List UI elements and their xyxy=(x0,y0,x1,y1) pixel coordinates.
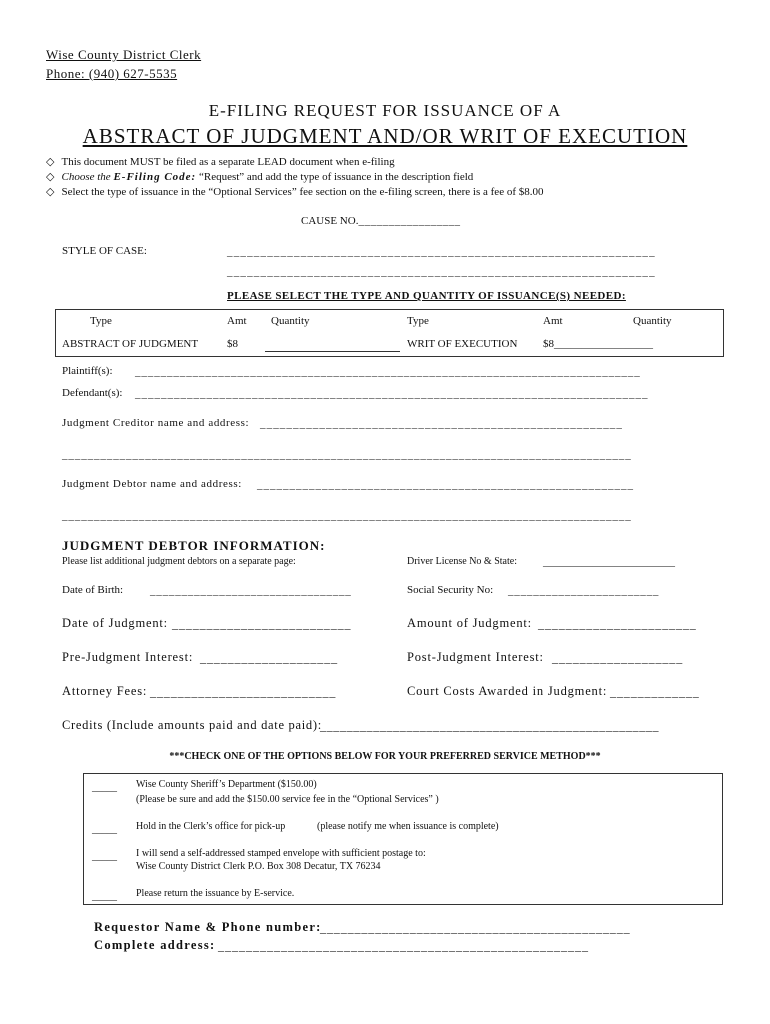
diamond-bullet-icon: ◇ xyxy=(46,156,55,168)
complete-address-label: Complete address: xyxy=(94,938,216,952)
pre-judgment-interest-field[interactable]: ____________________ xyxy=(200,651,338,665)
writ-quantity-field[interactable]: __________________ xyxy=(554,338,653,350)
amount-of-judgment-label: Amount of Judgment: xyxy=(407,616,532,630)
abstract-of-judgment-type: ABSTRACT OF JUDGMENT xyxy=(62,338,199,350)
plaintiff-label: Plaintiff(s): xyxy=(62,365,113,377)
mail-check-field[interactable]: _____ xyxy=(92,851,117,862)
court-costs-label: Court Costs Awarded in Judgment: xyxy=(407,684,608,698)
plaintiff-field[interactable]: _______________________________________________________________________________ xyxy=(135,366,641,378)
sheriff-check-field[interactable]: _____ xyxy=(92,782,117,793)
mail-option-address: Wise County District Clerk P.O. Box 308 Decatur, TX 76234 xyxy=(136,861,381,872)
debtor-field-1[interactable]: __________________________________________________________ xyxy=(257,479,634,491)
defendant-field[interactable]: _______________________________________________________________________________ xyxy=(135,388,649,400)
driver-license-field[interactable]: ________________________ xyxy=(543,556,675,568)
date-of-judgment-label: Date of Judgment: xyxy=(62,616,168,630)
attorney-fees-label: Attorney Fees: xyxy=(62,684,148,698)
col-amt-left: Amt xyxy=(227,315,247,327)
issuance-heading: PLEASE SELECT THE TYPE AND QUANTITY OF ISSUANCE(S) NEEDED: xyxy=(227,290,626,302)
bullet-2 xyxy=(46,170,473,183)
writ-amt-value: $8 xyxy=(543,338,554,350)
title-line-1: E-FILING REQUEST FOR ISSUANCE OF A xyxy=(208,101,562,120)
eservice-check-field[interactable]: _____ xyxy=(92,891,117,902)
office-phone: Phone: (940) 627-5535 xyxy=(46,66,178,81)
ssn-label: Social Security No: xyxy=(407,584,494,596)
style-of-case-field-2[interactable]: ________________________________________________________________ xyxy=(227,266,656,278)
bullet-3 xyxy=(46,185,544,198)
defendant-label: Defendant(s): xyxy=(62,387,123,399)
pickup-check-field[interactable]: _____ xyxy=(92,824,117,835)
cause-no-field[interactable]: _________________ xyxy=(358,215,461,227)
eservice-option-text: Please return the issuance by E-service. xyxy=(136,888,295,899)
office-name: Wise County District Clerk xyxy=(46,47,202,62)
dob-label: Date of Birth: xyxy=(62,584,124,596)
sheriff-option-note: (Please be sure and add the $150.00 service fee in the “Optional Services” ) xyxy=(136,794,439,805)
sheriff-option-text: Wise County Sheriff’s Department ($150.00) xyxy=(136,779,317,790)
title-line-2: ABSTRACT OF JUDGMENT AND/OR WRIT OF EXECUTION xyxy=(82,124,688,148)
bullet-2-prefix: Choose the xyxy=(61,171,114,183)
cause-no xyxy=(301,215,460,227)
bullet-3-text: Select the type of issuance in the “Optional Services” fee section on the e-filing screen, there is a fee of $8.00 xyxy=(61,186,544,198)
court-costs-field[interactable]: _____________ xyxy=(610,685,700,699)
debtor-info-note: Please list additional judgment debtors on a separate page: xyxy=(62,556,296,567)
date-of-judgment-field[interactable]: __________________________ xyxy=(172,617,352,631)
diamond-bullet-icon: ◇ xyxy=(46,186,55,198)
bullet-1 xyxy=(46,155,395,168)
col-amt-right: Amt xyxy=(543,315,563,327)
attorney-fees-field[interactable]: ___________________________ xyxy=(150,685,337,699)
col-type-right: Type xyxy=(407,315,429,327)
debtor-field-2[interactable]: _________________________________________________________________________________________ xyxy=(62,510,632,522)
cause-no-label: CAUSE NO. xyxy=(301,215,359,227)
col-type-left: Type xyxy=(90,315,112,327)
dob-field[interactable]: ________________________________ xyxy=(150,585,352,597)
writ-of-execution-type: WRIT OF EXECUTION xyxy=(407,338,518,350)
post-judgment-interest-label: Post-Judgment Interest: xyxy=(407,650,544,664)
service-options-box xyxy=(83,773,723,905)
mail-option-text: I will send a self-addressed stamped envelope with sufficient postage to: xyxy=(136,848,426,859)
requestor-name-field[interactable]: _____________________________________________ xyxy=(320,921,631,935)
col-qty-right: Quantity xyxy=(633,315,672,327)
ssn-field[interactable]: ________________________ xyxy=(508,585,660,597)
credits-label: Credits (Include amounts paid and date paid): xyxy=(62,718,322,732)
creditor-field-1[interactable]: _______________________________________________________ xyxy=(260,418,623,430)
amount-of-judgment-field[interactable]: _______________________ xyxy=(538,617,697,631)
pre-judgment-interest-label: Pre-Judgment Interest: xyxy=(62,650,194,664)
creditor-field-2[interactable]: _________________________________________________________________________________________ xyxy=(62,449,632,461)
credits-field[interactable]: ___________________________________________________ xyxy=(320,719,660,733)
pickup-option-text: Hold in the Clerk’s office for pick-up xyxy=(136,821,286,832)
debtor-label: Judgment Debtor name and address: xyxy=(62,478,242,490)
creditor-label: Judgment Creditor name and address: xyxy=(62,417,250,429)
requestor-name-label: Requestor Name & Phone number: xyxy=(94,920,322,934)
col-qty-left: Quantity xyxy=(271,315,310,327)
writ-of-execution-amt xyxy=(543,338,653,350)
driver-license-label: Driver License No & State: xyxy=(407,556,517,567)
style-of-case-label: STYLE OF CASE: xyxy=(62,245,147,257)
abstract-quantity-field[interactable] xyxy=(265,351,400,352)
efiling-code-label: E-Filing Code: xyxy=(113,171,197,183)
service-heading: ***CHECK ONE OF THE OPTIONS BELOW FOR YOUR PREFERRED SERVICE METHOD*** xyxy=(169,751,601,762)
post-judgment-interest-field[interactable]: ___________________ xyxy=(552,651,684,665)
style-of-case-field-1[interactable]: ________________________________________________________________ xyxy=(227,246,656,258)
abstract-of-judgment-amt: $8 xyxy=(227,338,238,350)
bullet-1-text: This document MUST be filed as a separate LEAD document when e-filing xyxy=(61,156,395,168)
complete-address-field[interactable]: _____________________________________________________ xyxy=(218,939,589,953)
bullet-2-text: “Request” and add the type of issuance in the description field xyxy=(196,171,474,183)
diamond-bullet-icon: ◇ xyxy=(46,171,55,183)
debtor-info-heading: JUDGMENT DEBTOR INFORMATION: xyxy=(62,538,326,553)
pickup-option-note: (please notify me when issuance is complete) xyxy=(317,821,499,832)
